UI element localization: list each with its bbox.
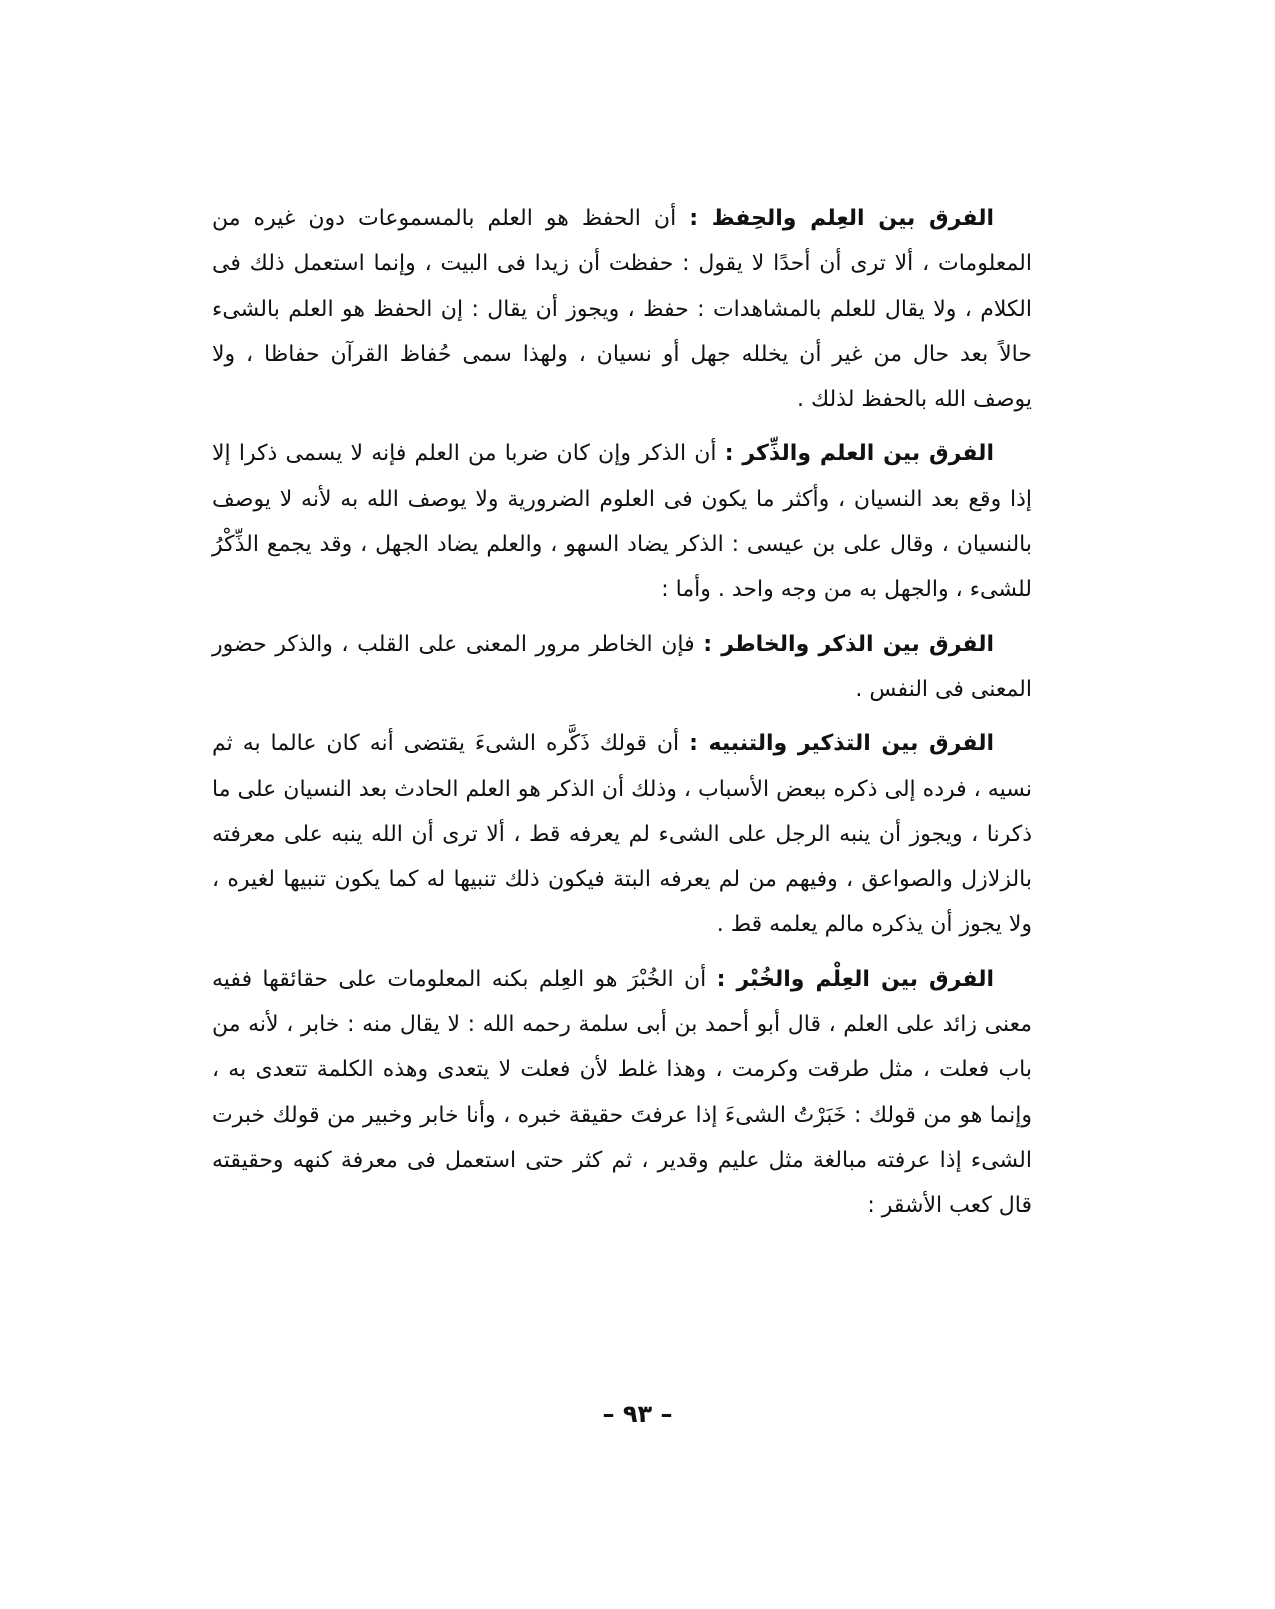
main-text [212,196,1032,1229]
paragraph-body: أن قولك ذَكَّره الشىءَ يقتضى أنه كان عالما به ثم نسيه ، فرده إلى ذكره ببعض الأسباب ، وذلك أن الذكر هو العلم الحادث بعد النسيان على ما ذكرنا ، ويجوز أن ينبه الرجل على الشىء لم يعرفه قط ، ألا ترى أن الله ينبه على معرفته بالزلازل والصواعق ، وفيهم من لم يعرفه البتة فيكون ذلك تنبيها له كما يكون تنبيها لغيره ، ولا يجوز أن يذكره مالم يعلمه قط . [212,731,1032,938]
paragraph-knowledge-remembrance [212,431,1032,612]
paragraph-reminding-alerting [212,721,1032,947]
paragraph-heading: الفرق بين التذكير والتنبيه : [689,731,995,757]
paragraph-knowledge-experience [212,957,1032,1229]
paragraph-body: أن الذكر وإن كان ضربا من العلم فإنه لا يسمى ذكرا إلا إذا وقع بعد النسيان ، وأكثر ما يكون فى العلوم الضرورية ولا يوصف الله به لأنه لا يوصف بالنسيان ، وقال على بن عيسى : الذكر يضاد السهو ، والعلم يضاد الجهل ، وقد يجمع الذِّكْرُ للشىء ، والجهل به من وجه واحد . وأما : [212,441,1032,603]
paragraph-body: فإن الخاطر مرور المعنى على القلب ، والذكر حضور المعنى فى النفس . [212,631,1032,702]
paragraph-heading: الفرق بين العِلْم والخُبْر : [716,966,994,992]
paragraph-heading: الفرق بين الذكر والخاطر : [703,631,995,657]
paragraph-body: أن الحفظ هو العلم بالمسموعات دون غيره من المعلومات ، ألا ترى أن أحدًا لا يقول : حفظت أن زيدا فى البيت ، وإنما استعمل ذلك فى الكلام ، ولا يقال للعلم بالمشاهدات : حفظ ، ويجوز أن يقال : إن الحفظ هو العلم بالشىء حالاً بعد حال من غير أن يخلله جهل أو نسيان ، ولهذا سمى حُفاظ القرآن حفاظا ، ولا يوصف الله بالحفظ لذلك . [212,206,1032,413]
paragraph-knowledge-memorization [212,196,1032,422]
paragraph-heading: الفرق بين العلم والذِّكر : [724,441,994,467]
paragraph-body: أن الخُبْرَ هو العِلم بكنه المعلومات على حقائقها ففيه معنى زائد على العلم ، قال أبو أحمد بن أبى سلمة رحمه الله : لا يقال منه : خابر ، لأنه من باب فعلت ، مثل طرقت وكرمت ، وهذا غلط لأن فعلت لا يتعدى وهذه الكلمة تتعدى به ، وإنما هو من قولك : خَبَرْتُ الشىءَ إذا عرفتَ حقيقة خبره ، وأنا خابر وخبير من قولك خبرت الشىء إذا عرفته مبالغة مثل عليم وقدير ، ثم كثر حتى استعمل فى معرفة كنهه وحقيقته قال كعب الأشقر : [212,966,1032,1219]
page-number: – ٩٣ – [602,1400,673,1428]
paragraph-heading: الفرق بين العِلم والحِفظ : [689,206,994,231]
paragraph-remembrance-thought [212,622,1032,713]
